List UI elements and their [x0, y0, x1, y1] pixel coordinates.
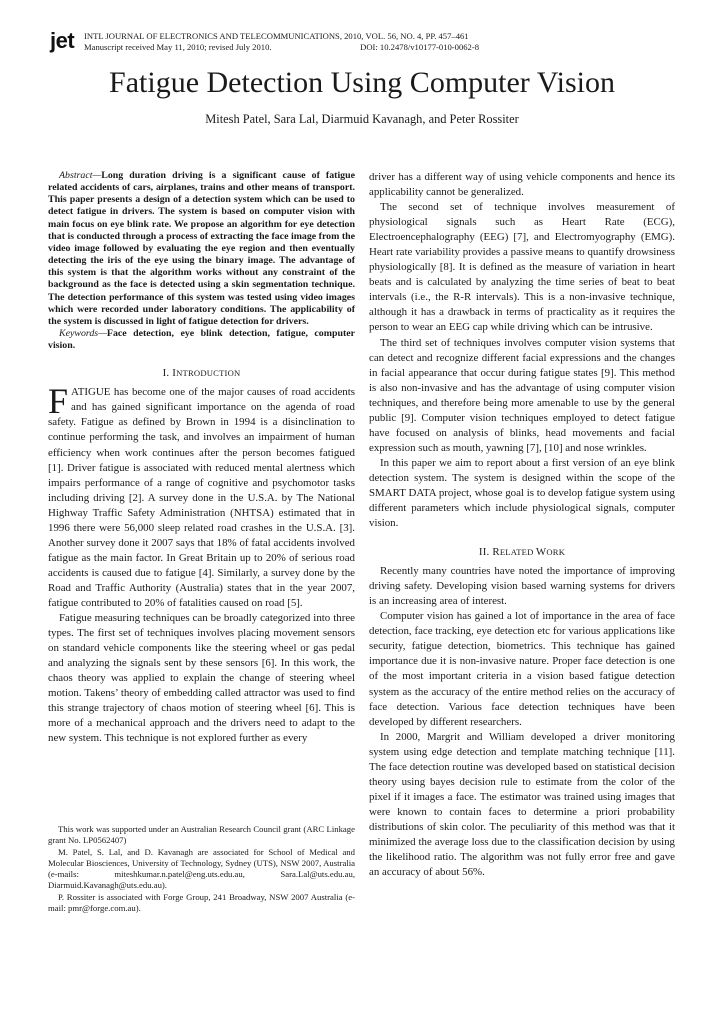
- related-paragraph: Recently many countries have noted the importance of improving driving safety. Developing vision based warning systems for drivers is an increasing area of interest.: [369, 565, 675, 608]
- abstract: [48, 170, 355, 328]
- keywords: [48, 328, 355, 352]
- journal-logo: jet: [50, 28, 75, 53]
- keywords-text: Face detection, eye blink detection, fatigue, computer vision.: [48, 328, 355, 352]
- manuscript-dates: Manuscript received May 11, 2010; revised July 2010.: [84, 42, 272, 52]
- footnote-affiliation: P. Rossiter is associated with Forge Group, 241 Broadway, NSW 2007 Australia (e-mail: pmr@forge.com.au).: [48, 891, 355, 914]
- intro-paragraph: In this paper we aim to report about a first version of an eye blink detection system. The system is designed within the scope of the SMART DATA project, whose goal is to develop fatigue system using different parameters which include physiological signals, computer vision.: [369, 456, 675, 530]
- footnote-funding: This work was supported under an Australian Research Council grant (ARC Linkage grant No. LP0562407): [48, 824, 355, 846]
- left-column: [48, 170, 355, 746]
- abstract-text: Long duration driving is a significant cause of fatigue related accidents of cars, airplanes, trains and other means of transport. This paper presents a design of a detection system which can be used to detect fatigue in drivers. The system is based on computer vision with main focus on eye blink rate. We propose an algorithm for eye detection that is conducted through a process of extracting the face image from the video image followed by evaluating the eye region and then eventually detecting the iris of the eye using the binary image. The advantage of this system is that the algorithm works without any constraint of the background as the face is detected using a skin segmentation technique. The detection performance of this system was tested using video images which were recorded under laboratory conditions. The applicability of the system is discussed in light of fatigue detection for drivers.: [48, 170, 355, 327]
- footnotes: [48, 824, 355, 914]
- paper-title: Fatigue Detection Using Computer Vision: [109, 66, 615, 99]
- intro-paragraph: FATIGUE has become one of the major causes of road accidents and has gained significant importance on the agenda of road safety. Fatigue as defined by Brown in 1994 is a disinclination to continue performing the task, and involves an impairment of human efficiency when work continues after the person becomes fatigued [1]. Driver fatigue is associated with reduced mental alertness which impairs performance of a range of cognitive and psychomotor tasks including driving [2]. A survey done in the U.S.A. by The National Highway Traffic Safety Administration (NHTSA) estimated that in 1996 there were 56,000 sleep related road crashes in the U.S.A. [3]. Another survey done it 2007 says that 18% of fatal accidents involved fatigue as the main factor. In Great Britain up to 20% of serious road accidents is caused due to fatigue [4]. Similarly, a survey done by the Road and Traffic Authority (Australia) states that in the year 2007, fatigue contributed to 20% of fatalities caused on road [5].: [48, 381, 355, 609]
- related-paragraph: In 2000, Margrit and William developed a driver monitoring system using edge detection and template matching technique [11]. The face detection routine was developed based on statistical decision theory using bayes decision rule to estimate from the color of the pixel if it images a face. The estimator was trained using images that were known to contain faces to determine a priori probability distributions of skin color. The peculiarity of this method was that it minimized the average loss due to the classification decision by using the likelihood ratio. The algorithm was not fully error free and gave an accuracy of about 56%.: [369, 730, 675, 879]
- journal-citation: INTL JOURNAL OF ELECTRONICS AND TELECOMMUNICATIONS, 2010, VOL. 56, NO. 4, PP. 457–461: [84, 31, 469, 41]
- related-paragraph: Computer vision has gained a lot of importance in the area of face detection, face tracking, eye detection etc for various applications like security, fatigue detection, biometrics. This technique has gained importance due it is non-invasive nature. Proper face detection is one of the most important criteria in a vision based fatigue detection system as the accuracy of the entire method relies on the accuracy of face detection. Various face detection techniques have been developed by different researchers.: [369, 610, 675, 728]
- abstract-label: Abstract—: [59, 170, 102, 181]
- right-column: [369, 170, 675, 880]
- intro-paragraph-continued: driver has a different way of using vehicle components and hence its applicability cannot be generalized.: [369, 171, 675, 199]
- doi: DOI: 10.2478/v10177-010-0062-8: [360, 42, 479, 52]
- footnote-affiliation: M. Patel, S. Lal, and D. Kavanagh are associated for School of Medical and Molecular Biosciences, University of Technology, Sydney (UTS), NSW 2007, Australia (e-mails: miteshkumar.n.patel@eng.uts.edu.au, Sara.Lal@uts.edu.au, Diarmuid.Kavanagh@uts.edu.au).: [48, 846, 355, 891]
- intro-paragraph: The second set of technique involves measurement of physiological signals such as Heart Rate (ECG), Electroencephalography (EEG) [7], and Electromyography (EMG). Heart rate variability provides a passive means to quantify drowsiness physiologically [8]. It is defined as the measure of variation in heart beats and is calculated by analyzing the time series of beat to beat intervals (i.e., the R-R intervals). This is a non-invasive technique, although it has a drawback in terms of practicality as it requires the person to wear an EEG cap while driving which can be intrusive.: [369, 201, 675, 334]
- intro-paragraph: Fatigue measuring techniques can be broadly categorized into three types. The first set of techniques involves placing movement sensors on standard vehicle components like the steering wheel or gas pedal and analyzing the signals sent by these sensors [6]. In this work, the chaos theory was applied to explain the change of steering wheel motion. Takens’ theory of embedding called attractor was used to find this strange trajectory of chaos motion of steering wheel [6]. This is more of a mechanical approach and the drivers need to adapt to the new system. This technique is not explored further as every: [48, 612, 355, 745]
- section-heading-introduction: I. INTRODUCTION: [162, 367, 241, 380]
- section-heading-related-work: II. RELATED WORK: [478, 546, 566, 559]
- intro-paragraph: The third set of techniques involves computer vision systems that can detect and recognize different facial expressions and the changes in facial appearance that occur during fatigue states [9]. This method is also non-invasive and has the advantage of using computer vision techniques, and therefore being more amenable to use by the general public [9]. Computer vision techniques employed to detect fatigue have focused on analysis of blinks, head movements and facial expression such as mouth, yawning [7], [10] and nose wrinkles.: [369, 336, 675, 454]
- drop-cap: F: [48, 381, 69, 422]
- running-header: [84, 31, 479, 53]
- keywords-label: Keywords—: [59, 328, 107, 340]
- author-list: Mitesh Patel, Sara Lal, Diarmuid Kavanagh, and Peter Rossiter: [205, 112, 519, 126]
